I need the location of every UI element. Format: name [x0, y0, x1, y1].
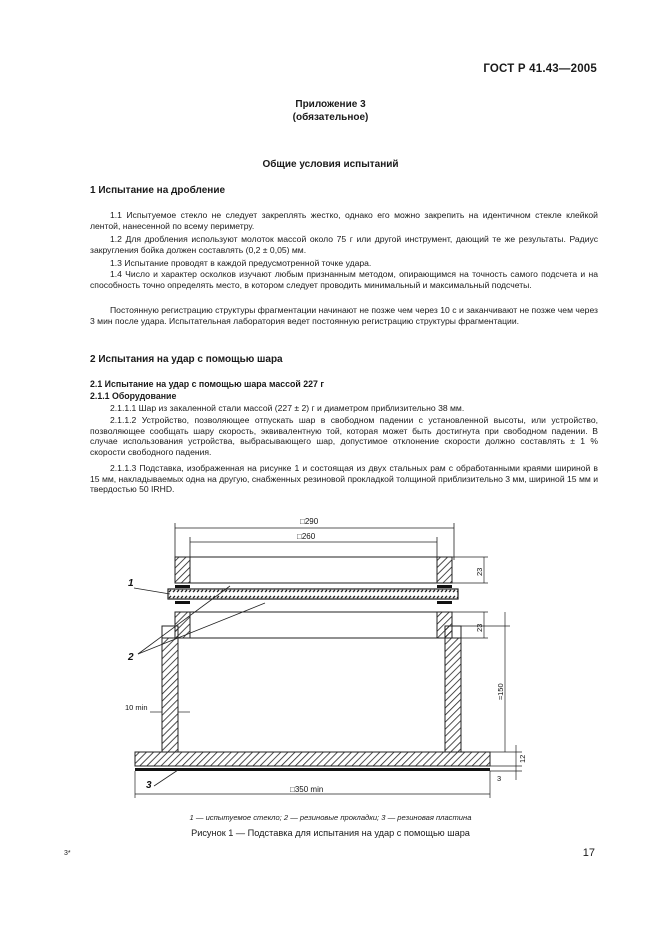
para-1-4: 1.4 Число и характер осколков изучают любым признанным методом, опирающимся на точность самого подсчета и на способность точно определять место, в котором следует проводить минимальный и максимальный подсчеты. [90, 269, 598, 290]
section1-heading: 1 Испытание на дробление [90, 185, 226, 196]
para-1-2: 1.2 Для дробления используют молоток массой около 75 г или другой инструмент, дающий те же результаты. Радиус закругления бойка должен составлять (0,2 ± 0,05) мм. [90, 234, 598, 255]
page-number: 17 [582, 847, 595, 859]
dim-lower-frame: 23 [475, 623, 484, 632]
dim-outer: □290 [300, 517, 319, 526]
figure-1-drawing [0, 508, 661, 808]
figure-caption: Рисунок 1 — Подставка для испытания на удар с помощью шара [191, 828, 470, 838]
dim-top-frame: 23 [475, 567, 484, 576]
dim-height: ≈150 [496, 683, 505, 700]
dim-rubber: 3 [497, 774, 502, 783]
annex-status: (обязательное) [292, 112, 369, 123]
para-2-1-1-2: 2.1.1.2 Устройство, позволяющее отпускать шар в свободном падении с установленной высоты, или устройство, позволяющее сообщать шару скорость, эквивалентную той, которая может быть достигнута при свободном падении. В случае использования устройства, выбрасывающего шар, допустимое отклонение скорости должно составлять ± 1 % скорости свободного падения. [90, 415, 598, 457]
subsection-2-1-1: 2.1.1 Оборудование [90, 391, 177, 401]
annex-title: Приложение 3 [295, 99, 366, 110]
footer-mark: 3* [64, 850, 71, 857]
callout-1: 1 [128, 578, 134, 589]
para-1-5: Постоянную регистрацию структуры фрагментации начинают не позже чем через 10 с и заканчивают не позже чем через 3 мин после удара. Испытательная лаборатория ведет постоянную регистрацию структуры фрагментации. [90, 305, 598, 326]
para-2-1-1-3: 2.1.1.3 Подставка, изображенная на рисунке 1 и состоящая из двух стальных рам с обработанными краями шириной в 15 мм, накладываемых одна на другую, снабженных резиновой прокладкой толщиной приблизительно 3 мм, шириной 15 мм и твердостью 50 IRHD. [90, 463, 598, 495]
para-1-3: 1.3 Испытание проводят в каждой предусмотренной точке удара. [110, 258, 372, 268]
dim-inner: □260 [297, 532, 316, 541]
subsection-2-1: 2.1 Испытание на удар с помощью шара массой 227 г [90, 379, 325, 389]
section2-heading: 2 Испытания на удар с помощью шара [90, 354, 283, 365]
dim-plate: 12 [518, 754, 527, 763]
standard-number: ГОСТ Р 41.43—2005 [483, 63, 597, 75]
para-2-1-1-1: 2.1.1.1 Шар из закаленной стали массой (227 ± 2) г и диаметром приблизительно 38 мм. [110, 403, 465, 413]
main-title: Общие условия испытаний [262, 159, 399, 170]
para-1-1: 1.1 Испытуемое стекло не следует закреплять жестко, однако его можно закрепить на идентичном стекле клейкой лентой, нанесенной по всему периметру. [90, 210, 598, 231]
figure-legend: 1 — испытуемое стекло; 2 — резиновые прокладки; 3 — резиновая пластина [189, 813, 472, 822]
callout-3: 3 [146, 780, 152, 791]
callout-2: 2 [128, 652, 134, 663]
dim-wall: 10 min [125, 703, 148, 712]
dim-base: □350 min [290, 785, 324, 794]
